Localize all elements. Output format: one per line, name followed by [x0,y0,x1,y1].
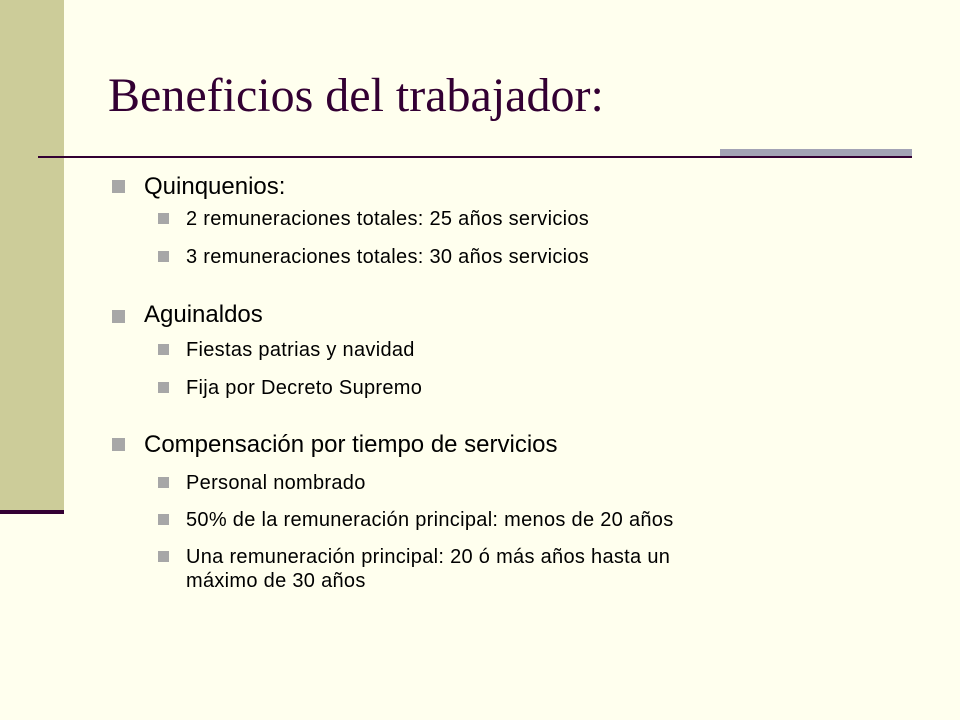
bullet-icon [158,213,169,224]
bullet-icon [158,514,169,525]
side-bar-underline [0,510,64,514]
bullet-icon [112,438,125,451]
list-item: Fija por Decreto Supremo [186,377,423,399]
bullet-icon [158,477,169,488]
decorative-side-bar [0,0,64,512]
section-heading-compensacion: Compensación por tiempo de servicios [144,431,558,458]
bullet-icon [158,382,169,393]
list-item: 50% de la remuneración principal: menos de 20 años [186,509,674,531]
title-divider [38,156,720,158]
list-item-continuation: máximo de 30 años [186,570,366,592]
list-item: Personal nombrado [186,472,366,494]
list-item: 3 remuneraciones totales: 30 años servicios [186,246,590,268]
bullet-icon [158,344,169,355]
bullet-icon [112,310,125,323]
section-heading-aguinaldos: Aguinaldos [144,301,263,328]
section-heading-quinquenios: Quinquenios: [144,173,286,200]
list-item: Fiestas patrias y navidad [186,339,415,361]
slide-title: Beneficios del trabajador: [108,69,604,122]
title-divider-accent-line [720,156,912,158]
list-item: 2 remuneraciones totales: 25 años servicios [186,208,590,230]
bullet-icon [158,251,169,262]
bullet-icon [112,180,125,193]
list-item: Una remuneración principal: 20 ó más años hasta un [186,546,671,568]
bullet-icon [158,551,169,562]
